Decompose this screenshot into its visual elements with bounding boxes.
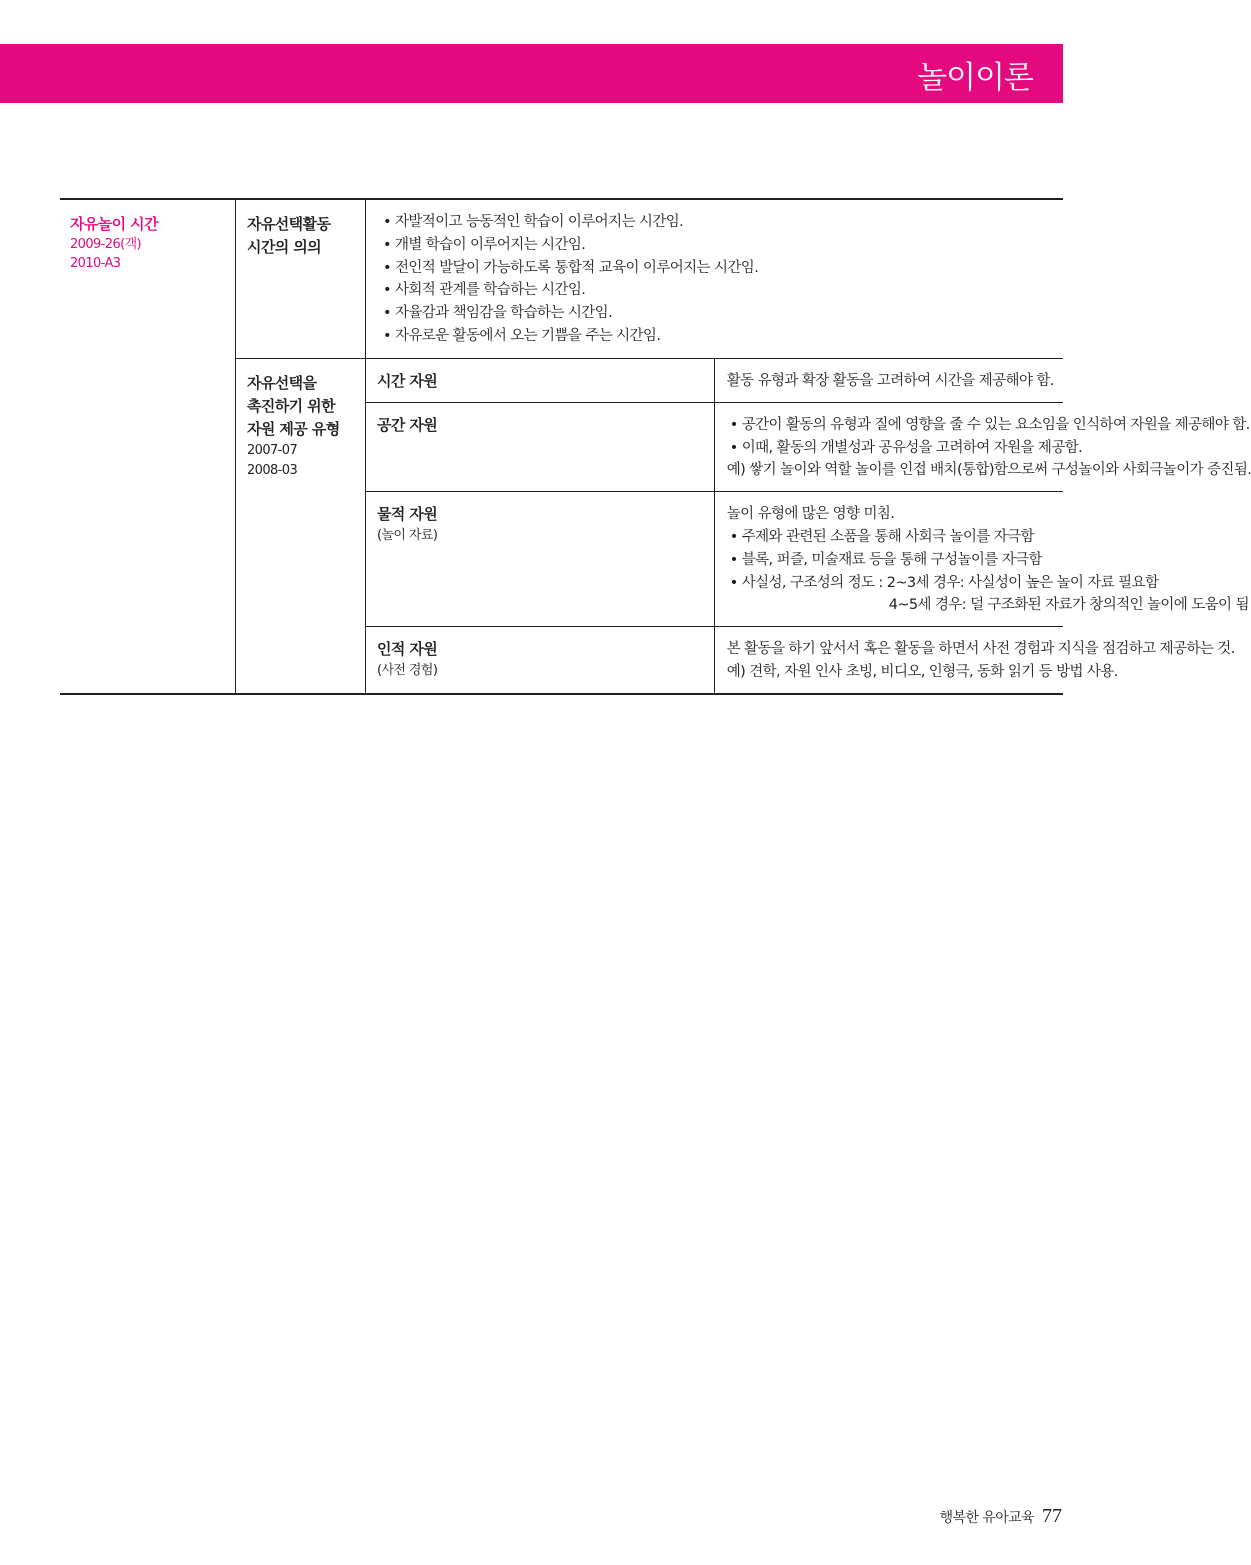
footer-text: 행복한 유아교육 xyxy=(939,1510,1034,1526)
section-ref: 2009-26(객) xyxy=(70,237,142,252)
list-item: • 전인적 발달이 가능하도록 통합적 교육이 이루어지는 시간임. xyxy=(383,259,759,276)
resources-ref: 2007-07 xyxy=(247,443,298,458)
material-label-cell xyxy=(366,492,715,627)
resources-heading-cell xyxy=(236,359,366,694)
content-line: • 블록, 퍼즐, 미술재료 등을 통해 구성놀이를 자극함 xyxy=(729,551,1042,568)
content-table xyxy=(60,198,1251,695)
content-line: • 주제와 관련된 소품을 통해 사회극 놀이를 자극함 xyxy=(729,528,1034,545)
meaning-heading-cell xyxy=(236,199,366,359)
page-number: 77 xyxy=(1042,1505,1062,1527)
footer xyxy=(940,1505,1062,1528)
header-title: 놀이이론 xyxy=(917,60,1033,96)
header-band xyxy=(0,44,1063,103)
content-line: 4~5세 경우: 덜 구조화된 자료가 창의적인 놀이에 도움이 됨 xyxy=(888,597,1249,614)
section-label: 자유놀이 시간 xyxy=(70,215,158,233)
list-item: • 개별 학습이 이루어지는 시간임. xyxy=(383,236,586,253)
content-line: • 이때, 활동의 개별성과 공유성을 고려하여 자원을 제공함. xyxy=(729,439,1083,456)
content-line: • 공간이 활동의 유형과 질에 영향을 줄 수 있는 요소임을 인식하여 자원을 제공해야 함. xyxy=(729,416,1250,433)
material-label: 물적 자원 xyxy=(377,505,438,524)
content-line: 본 활동을 하기 앞서서 혹은 활동을 하면서 사전 경험과 지식을 점검하고 제공하는 것. xyxy=(726,641,1235,658)
material-content xyxy=(714,492,1249,627)
human-note: (사전 경험) xyxy=(377,663,438,679)
human-label-cell xyxy=(366,627,715,694)
space-content xyxy=(714,402,1251,491)
space-label-cell xyxy=(366,402,715,491)
content-line: 예) 견학, 자원 인사 초빙, 비디오, 인형극, 동화 읽기 등 방법 사용. xyxy=(726,663,1118,680)
content-line: 활동 유형과 확장 활동을 고려하여 시간을 제공해야 함. xyxy=(726,373,1054,389)
space-label: 공간 자원 xyxy=(377,415,438,434)
meaning-list xyxy=(366,199,1064,359)
resources-ref: 2008-03 xyxy=(247,463,298,478)
resources-heading: 촉진하기 위한 xyxy=(247,397,335,415)
list-item: • 사회적 관계를 학습하는 시간임. xyxy=(383,282,586,299)
list-item: • 자율감과 책임감을 학습하는 시간임. xyxy=(383,305,613,322)
list-item: • 자유로운 활동에서 오는 기쁨을 주는 시간임. xyxy=(383,327,661,344)
resources-heading: 자원 제공 유형 xyxy=(247,420,340,438)
human-content xyxy=(714,627,1235,694)
content-line: • 사실성, 구조성의 정도 : 2~3세 경우: 사실성이 높은 놀이 자료 필요함 xyxy=(729,574,1159,591)
meaning-row xyxy=(60,199,1063,359)
section-ref: 2010-A3 xyxy=(70,256,121,271)
material-note: (놀이 자료) xyxy=(377,528,438,544)
list-item: • 자발적이고 능동적인 학습이 이루어지는 시간임. xyxy=(383,214,684,230)
resources-heading: 자유선택을 xyxy=(247,374,317,392)
meaning-heading: 시간의 의의 xyxy=(247,238,322,256)
time-label-cell xyxy=(366,359,715,403)
section-label-cell xyxy=(60,199,236,694)
time-content xyxy=(714,359,1063,403)
content-line: 놀이 유형에 많은 영향 미침. xyxy=(726,506,895,523)
content-line: 예) 쌓기 놀이와 역할 놀이를 인접 배치(통합)함으로써 구성놀이와 사회극놀이가 증진됨. xyxy=(726,462,1251,479)
meaning-heading: 자유선택활동 xyxy=(247,215,331,233)
human-label: 인적 자원 xyxy=(377,640,438,659)
time-label: 시간 자원 xyxy=(377,372,438,390)
